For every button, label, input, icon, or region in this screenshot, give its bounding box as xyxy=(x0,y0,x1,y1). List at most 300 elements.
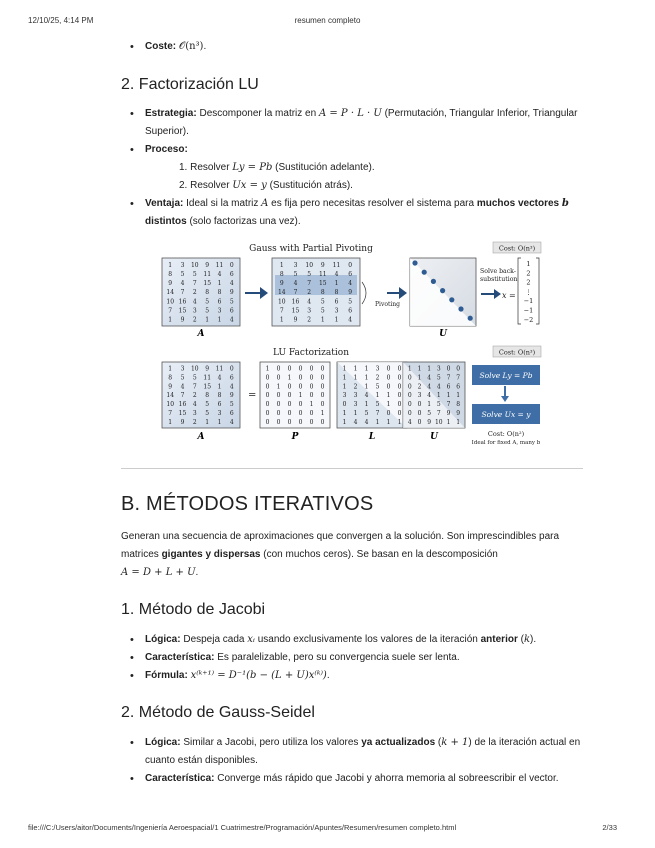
diagonal-dot xyxy=(412,260,417,265)
matrix-a-bottom-cell: 4 xyxy=(229,383,234,391)
matrix-l-cell: 1 xyxy=(375,418,380,426)
matrix-u-cell: 9 xyxy=(456,409,461,417)
document-title: resumen completo xyxy=(294,16,361,25)
matrix-a-bottom-cell: 9 xyxy=(205,365,210,373)
diagonal-dot xyxy=(422,270,427,275)
gauss-seidel-heading: 2. Método de Gauss-Seidel xyxy=(121,704,315,721)
coste-formula: 𝒪(n³) xyxy=(178,41,204,52)
matrix-pivot-cell: 4 xyxy=(293,280,298,288)
matrix-pivot-cell: 7 xyxy=(307,280,312,288)
matrix-l-cell: 3 xyxy=(375,365,380,373)
matrix-l-cell: 1 xyxy=(342,374,347,382)
matrix-a-bottom-cell: 9 xyxy=(168,383,173,391)
matrix-l-cell: 0 xyxy=(397,383,402,391)
matrix-a-top-cell: 15 xyxy=(178,307,187,315)
matrix-u-cell: 1 xyxy=(417,374,422,382)
matrix-pivot-cell: 5 xyxy=(320,298,325,306)
matrix-a-top-cell: 10 xyxy=(190,261,199,269)
matrix-label: A xyxy=(197,432,205,442)
diagonal-dot xyxy=(449,297,454,302)
matrix-a-bottom-cell: 1 xyxy=(168,365,173,373)
matrix-a-bottom-cell: 3 xyxy=(217,409,222,417)
section-divider xyxy=(121,468,583,469)
matrix-u-cell: 0 xyxy=(407,401,412,409)
matrix-a-bottom-cell: 7 xyxy=(168,409,173,417)
matrix-u-cell: 4 xyxy=(407,418,412,426)
matrix-pivot-cell: 1 xyxy=(334,280,339,288)
matrix-u-cell: 0 xyxy=(407,392,412,400)
diagonal-dot xyxy=(440,288,445,293)
matrix-l-cell: 0 xyxy=(386,365,391,373)
matrix-u-cell: 1 xyxy=(427,365,432,373)
matrix-l-cell: 5 xyxy=(375,383,380,391)
matrix-l-cell: 1 xyxy=(364,401,369,409)
matrix-pivot-cell: 6 xyxy=(334,298,339,306)
matrix-p-cell: 0 xyxy=(309,418,314,426)
matrix-a-top-cell: 0 xyxy=(229,261,234,269)
matrix-pivot-cell: 1 xyxy=(334,316,339,324)
matrix-a-top-cell: 9 xyxy=(229,289,234,297)
matrix-a-top-cell: 11 xyxy=(215,261,224,269)
matrix-pivot-cell: 2 xyxy=(307,289,312,297)
matrix-a-bottom-cell: 6 xyxy=(229,374,234,382)
matrix-u-cell: 5 xyxy=(436,401,441,409)
matrix-a-bottom-cell: 1 xyxy=(217,418,222,426)
matrix-l-cell: 1 xyxy=(386,392,391,400)
matrix-u-cell: 0 xyxy=(417,401,422,409)
matrix-a-bottom-cell: 5 xyxy=(180,374,185,382)
matrix-p-cell: 0 xyxy=(320,383,325,391)
matrix-a-top-cell: 6 xyxy=(229,307,234,315)
matrix-a-bottom-cell: 5 xyxy=(205,401,210,409)
matrix-pivot-cell: 7 xyxy=(279,307,284,315)
matrix-p-cell: 1 xyxy=(287,374,292,382)
matrix-p-cell: 0 xyxy=(298,401,303,409)
matrix-a-top-cell: 7 xyxy=(180,289,185,297)
matrix-a-bottom-cell: 9 xyxy=(180,418,185,426)
matrix-a-bottom-cell: 8 xyxy=(217,392,222,400)
matrix-p-cell: 0 xyxy=(265,383,270,391)
matrix-u-cell: 10 xyxy=(434,418,443,426)
matrix-l-cell: 1 xyxy=(342,365,347,373)
matrix-a-top-cell: 9 xyxy=(180,316,185,324)
matrix-l-cell: 5 xyxy=(364,409,369,417)
cost-note: Cost: O(n²) xyxy=(487,430,525,438)
x-vector-entry: −2 xyxy=(523,315,534,324)
matrix-pivot-cell: 1 xyxy=(279,316,284,324)
matrix-pivot-cell: 3 xyxy=(307,307,312,315)
matrix-pivot-cell: 5 xyxy=(293,270,298,278)
matrix-a-top-cell: 3 xyxy=(192,307,197,315)
matrix-l-cell: 1 xyxy=(353,409,358,417)
lu-step-2: 2. Resolver Ux = y (Sustitución atrás). xyxy=(179,180,353,191)
matrix-pivot-cell: 4 xyxy=(348,280,353,288)
page-number: 2/33 xyxy=(602,823,617,832)
matrix-pivot-cell: 9 xyxy=(293,316,298,324)
matrix-p-cell: 0 xyxy=(265,418,270,426)
matrix-p-cell: 1 xyxy=(309,401,314,409)
fig-top-title: Gauss with Partial Pivoting xyxy=(249,244,373,254)
matrix-p-cell: 0 xyxy=(265,392,270,400)
matrix-a-top-cell: 8 xyxy=(205,289,210,297)
matrix-pivot-cell: 8 xyxy=(320,289,325,297)
matrix-a-bottom-cell: 8 xyxy=(168,374,173,382)
matrix-a-bottom-cell: 6 xyxy=(229,409,234,417)
matrix-a-top-cell: 7 xyxy=(168,307,173,315)
matrix-p-cell: 0 xyxy=(265,374,270,382)
matrix-pivot-cell: 3 xyxy=(293,261,298,269)
matrix-pivot-cell: 14 xyxy=(277,289,286,297)
matrix-a-bottom-cell: 1 xyxy=(205,418,210,426)
x-label: x = xyxy=(502,291,516,300)
matrix-pivot-cell: 16 xyxy=(291,298,300,306)
matrix-pivot-cell: 8 xyxy=(334,289,339,297)
matrix-l-cell: 2 xyxy=(375,374,380,382)
jacobi-list xyxy=(121,631,583,685)
matrix-u-cell: 5 xyxy=(436,374,441,382)
ideal-note: Ideal for fixed A, many b xyxy=(471,440,541,446)
matrix-p-cell: 0 xyxy=(309,409,314,417)
x-vector-entry: 2 xyxy=(526,278,531,287)
fig-bottom-title: LU Factorization xyxy=(272,348,350,358)
matrix-a-top-cell: 8 xyxy=(168,270,173,278)
matrix-p-cell: 0 xyxy=(287,392,292,400)
matrix-a-bottom-cell: 4 xyxy=(217,374,222,382)
matrix-p-cell: 1 xyxy=(265,365,270,373)
matrix-pivot-cell: 0 xyxy=(348,261,353,269)
matrix-a-top-cell: 11 xyxy=(203,270,212,278)
matrix-p-cell: 0 xyxy=(298,418,303,426)
matrix-pivot-cell: 1 xyxy=(320,316,325,324)
x-vector-entry: −1 xyxy=(523,306,534,315)
solve-ux-label: Solve Ux = y xyxy=(481,410,531,419)
matrix-l-cell: 1 xyxy=(386,418,391,426)
print-datetime: 12/10/25, 4:14 PM xyxy=(28,16,94,25)
matrix-l-cell: 0 xyxy=(386,383,391,391)
matrix-a-bottom-cell: 10 xyxy=(190,365,199,373)
matrix-pivot-cell: 11 xyxy=(318,270,327,278)
matrix-a-top-cell: 2 xyxy=(192,316,197,324)
matrix-u-cell: 1 xyxy=(446,392,451,400)
matrix-l-cell: 1 xyxy=(342,383,347,391)
matrix-p-cell: 0 xyxy=(298,409,303,417)
jacobi-heading: 1. Método de Jacobi xyxy=(121,601,266,618)
matrix-label: U xyxy=(430,432,438,442)
iterative-heading: B. MÉTODOS ITERATIVOS xyxy=(121,493,374,515)
matrix-p-cell: 0 xyxy=(298,374,303,382)
gauss-seidel-list xyxy=(121,734,583,788)
matrix-u-cell: 3 xyxy=(417,392,422,400)
x-vector-entry: −1 xyxy=(523,297,534,306)
matrix-p-cell: 0 xyxy=(276,392,281,400)
matrix-l-cell: 4 xyxy=(364,392,369,400)
matrix-l-cell: 1 xyxy=(375,392,380,400)
matrix-l-cell: 0 xyxy=(386,374,391,382)
matrix-a-top-cell: 2 xyxy=(192,289,197,297)
matrix-u-cell: 1 xyxy=(436,392,441,400)
matrix-l-cell: 3 xyxy=(353,401,358,409)
matrix-a-bottom-cell: 1 xyxy=(217,383,222,391)
matrix-u-cell: 4 xyxy=(427,392,432,400)
matrix-p-cell: 0 xyxy=(309,383,314,391)
matrix-l-cell: 0 xyxy=(397,401,402,409)
matrix-p-cell: 0 xyxy=(320,401,325,409)
matrix-a-top-cell: 16 xyxy=(178,298,187,306)
matrix-p-cell: 0 xyxy=(320,418,325,426)
matrix-l-cell: 1 xyxy=(353,365,358,373)
matrix-u-cell: 0 xyxy=(446,365,451,373)
label-a-top: A xyxy=(197,329,205,339)
lu-list xyxy=(121,105,583,231)
matrix-label: P xyxy=(291,432,299,442)
matrix-u-cell: 5 xyxy=(427,409,432,417)
diagonal-dot xyxy=(431,279,436,284)
matrix-l-cell: 4 xyxy=(364,418,369,426)
matrix-p-cell: 0 xyxy=(309,392,314,400)
lu-heading: 2. Factorización LU xyxy=(121,76,259,93)
jacobi-logica: • Lógica: Despeja cada xᵢ usando exclusivamente los valores de la iteración anterior (k). xyxy=(121,631,583,649)
matrix-u-cell: 2 xyxy=(417,383,422,391)
matrix-p-cell: 0 xyxy=(298,383,303,391)
matrix-a-bottom-cell: 7 xyxy=(180,392,185,400)
matrix-a-top-cell: 5 xyxy=(229,298,234,306)
matrix-l-cell: 0 xyxy=(397,392,402,400)
matrix-a-top-cell: 1 xyxy=(205,316,210,324)
matrix-u-cell: 0 xyxy=(417,409,422,417)
matrix-a-top-cell: 4 xyxy=(229,316,234,324)
matrix-p-cell: 1 xyxy=(298,392,303,400)
matrix-p-cell: 1 xyxy=(320,409,325,417)
matrix-a-top-cell: 1 xyxy=(168,261,173,269)
matrix-pivot-cell: 7 xyxy=(293,289,298,297)
matrix-a-bottom-cell: 15 xyxy=(178,409,187,417)
matrix-a-bottom-cell: 15 xyxy=(203,383,212,391)
matrix-a-top-cell: 15 xyxy=(203,280,212,288)
matrix-a-top-cell: 4 xyxy=(192,298,197,306)
matrix-a-top-cell: 6 xyxy=(217,298,222,306)
matrix-l-cell: 1 xyxy=(397,418,402,426)
lu-steps xyxy=(145,159,583,195)
matrix-pivot-cell: 10 xyxy=(277,298,286,306)
matrix-a-bottom-cell: 10 xyxy=(166,401,175,409)
matrix-a-bottom-cell: 4 xyxy=(192,401,197,409)
footer-path: file:///C:/Users/aitor/Documents/Ingeniería Aeroespacial/1 Cuatrimestre/Programación/Apuntes/Resumen/resumen completo.html xyxy=(28,823,457,832)
matrix-pivot-cell: 6 xyxy=(348,307,353,315)
matrix-a-top-cell: 9 xyxy=(168,280,173,288)
lu-proceso: • Proceso: 1. Resolver Ly = Pb (Sustitución adelante). 2. Resolver Ux = y (Sustitución atrás). xyxy=(121,141,583,195)
matrix-a-bottom-cell: 14 xyxy=(166,392,175,400)
matrix-a-bottom-cell: 4 xyxy=(229,418,234,426)
matrix-u-cell: 7 xyxy=(456,374,461,382)
solve-ly-label: Solve Ly = Pb xyxy=(479,371,533,380)
iterative-intro: Generan una secuencia de aproximaciones que convergen a la solución. Son imprescindibles para matrices gigantes y dispersas (con muchos ceros). Se basan en la descomposición A = D + L + U. xyxy=(121,531,560,578)
matrix-a-top-cell: 7 xyxy=(192,280,197,288)
lu-step-1: 1. Resolver Ly = Pb (Sustitución adelante). xyxy=(179,162,375,173)
matrix-p-cell: 0 xyxy=(320,374,325,382)
matrix-a-bottom-cell: 2 xyxy=(192,392,197,400)
matrix-l-cell: 0 xyxy=(386,409,391,417)
matrix-p-cell: 0 xyxy=(287,401,292,409)
matrix-u-cell: 3 xyxy=(436,365,441,373)
matrix-pivot-cell: 4 xyxy=(348,316,353,324)
coste-item: • Coste: 𝒪(n³). xyxy=(121,38,583,56)
matrix-u-cell: 9 xyxy=(427,418,432,426)
matrix-p-cell: 0 xyxy=(320,365,325,373)
matrix-u-cell: 6 xyxy=(446,383,451,391)
matrix-a-top-cell: 5 xyxy=(180,270,185,278)
matrix-p-cell: 0 xyxy=(287,409,292,417)
matrix-a-bottom-cell: 5 xyxy=(229,401,234,409)
matrix-l-cell: 1 xyxy=(342,409,347,417)
matrix-l-cell: 2 xyxy=(353,383,358,391)
matrix-pivot-cell: 4 xyxy=(307,298,312,306)
matrix-u-cell: 0 xyxy=(407,409,412,417)
matrix-a-top-cell: 1 xyxy=(217,316,222,324)
matrix-l-cell: 1 xyxy=(386,401,391,409)
matrix-a-bottom-cell: 11 xyxy=(215,365,224,373)
coste-list xyxy=(121,38,583,56)
matrix-l-cell: 1 xyxy=(353,374,358,382)
label-u-top: U xyxy=(439,329,447,339)
gs-caracteristica: • Característica: Converge más rápido que Jacobi y ahorra memoria al sobreescribir el vector. xyxy=(121,770,583,788)
matrix-u-cell: 4 xyxy=(427,383,432,391)
matrix-pivot-cell: 9 xyxy=(320,261,325,269)
matrix-a-bottom-cell: 5 xyxy=(192,374,197,382)
matrix-pivot-cell: 2 xyxy=(307,316,312,324)
matrix-a-bottom-cell: 9 xyxy=(229,392,234,400)
matrix-u-cell: 1 xyxy=(407,365,412,373)
matrix-u-cell: 4 xyxy=(427,374,432,382)
equals-sign: = xyxy=(248,390,257,401)
matrix-pivot-cell: 6 xyxy=(348,270,353,278)
matrix-a-bottom-cell: 6 xyxy=(217,401,222,409)
matrix-l-cell: 1 xyxy=(342,418,347,426)
matrix-u-cell: 7 xyxy=(446,401,451,409)
gs-logica: • Lógica: Similar a Jacobi, pero utiliza los valores ya actualizados (k + 1) de la iteración actual en cuanto están disponibles. xyxy=(121,734,583,770)
matrix-l-cell: 1 xyxy=(364,383,369,391)
lu-figure xyxy=(121,238,583,452)
matrix-pivot-cell: 15 xyxy=(318,280,327,288)
matrix-pivot-cell: 10 xyxy=(305,261,314,269)
fig-bottom-cost: Cost: O(n³) xyxy=(498,348,536,357)
matrix-u-cell: 1 xyxy=(446,418,451,426)
matrix-a-top-cell: 5 xyxy=(205,298,210,306)
matrix-u-cell: 4 xyxy=(436,383,441,391)
matrix-p-cell: 0 xyxy=(276,418,281,426)
matrix-a-top-cell: 10 xyxy=(166,298,175,306)
matrix-a-top-cell: 14 xyxy=(166,289,175,297)
matrix-pivot-cell: 5 xyxy=(307,270,312,278)
matrix-p-cell: 0 xyxy=(287,418,292,426)
diagonal-dot xyxy=(458,306,463,311)
matrix-l-cell: 1 xyxy=(364,365,369,373)
x-vector-entry: ⋮ xyxy=(525,287,532,296)
matrix-pivot-cell: 5 xyxy=(320,307,325,315)
matrix-p-cell: 0 xyxy=(298,365,303,373)
matrix-a-bottom-cell: 2 xyxy=(192,418,197,426)
matrix-u-cell: 6 xyxy=(456,383,461,391)
matrix-a-top-cell: 4 xyxy=(180,280,185,288)
matrix-a-top-cell: 3 xyxy=(217,307,222,315)
matrix-a-bottom-cell: 3 xyxy=(192,409,197,417)
fig-top-cost: Cost: O(n³) xyxy=(498,244,536,253)
lu-estrategia: • Estrategia: Descomponer la matriz en A = P · L · U (Permutación, Triangular Inferior, Triangular Superior). xyxy=(121,105,583,141)
matrix-u-cell: 0 xyxy=(417,418,422,426)
matrix-a-bottom-cell: 3 xyxy=(180,365,185,373)
matrix-a-bottom-cell: 1 xyxy=(168,418,173,426)
diagonal-dot xyxy=(468,316,473,321)
matrix-a-bottom-cell: 4 xyxy=(180,383,185,391)
matrix-p-cell: 0 xyxy=(276,374,281,382)
matrix-a-top-cell: 1 xyxy=(168,316,173,324)
matrix-l-cell: 0 xyxy=(397,409,402,417)
matrix-u-cell: 1 xyxy=(427,401,432,409)
matrix-p-cell: 0 xyxy=(276,365,281,373)
matrix-p-cell: 0 xyxy=(276,409,281,417)
matrix-pivot-cell: 11 xyxy=(332,261,341,269)
matrix-a-bottom-cell: 5 xyxy=(205,409,210,417)
pivoting-label: Pivoting xyxy=(375,301,400,308)
matrix-p-cell: 0 xyxy=(265,409,270,417)
jacobi-formula: • Fórmula: x⁽ᵏ⁺¹⁾ = D⁻¹(b − (L + U)x⁽ᵏ⁾). xyxy=(121,667,583,685)
matrix-l-cell: 0 xyxy=(397,374,402,382)
matrix-pivot-cell: 9 xyxy=(348,289,353,297)
matrix-pivot-cell: 8 xyxy=(279,270,284,278)
matrix-p-cell: 0 xyxy=(287,365,292,373)
x-vector-entry: 2 xyxy=(526,269,531,278)
matrix-u-cell: 1 xyxy=(456,418,461,426)
matrix-u-cell: 0 xyxy=(407,374,412,382)
matrix-a-top-cell: 1 xyxy=(217,280,222,288)
matrix-u-cell: 0 xyxy=(456,365,461,373)
matrix-pivot-cell: 5 xyxy=(348,298,353,306)
matrix-a-bottom-cell: 0 xyxy=(229,365,234,373)
matrix-u-cell: 7 xyxy=(446,374,451,382)
matrix-p xyxy=(260,362,330,428)
matrix-u-cell: 1 xyxy=(417,365,422,373)
matrix-a-top-cell: 9 xyxy=(205,261,210,269)
matrix-p-cell: 0 xyxy=(287,383,292,391)
matrix-p-cell: 1 xyxy=(276,383,281,391)
jacobi-caracteristica: • Característica: Es paralelizable, pero su convergencia suele ser lenta. xyxy=(121,649,583,667)
lu-ventaja: • Ventaja: Ideal si la matriz A es fija pero necesitas resolver el sistema para muchos vectores b distintos (solo factorizas una vez). xyxy=(121,195,583,231)
matrix-a-top-cell: 4 xyxy=(229,280,234,288)
matrix-u-cell: 7 xyxy=(436,409,441,417)
matrix-l-cell: 1 xyxy=(364,374,369,382)
matrix-a-bottom-cell: 8 xyxy=(205,392,210,400)
matrix-p-cell: 0 xyxy=(320,392,325,400)
matrix-a-bottom-cell: 16 xyxy=(178,401,187,409)
pivot-highlight xyxy=(275,275,357,295)
solve-back-label: Solve back- xyxy=(480,268,516,275)
matrix-a-bottom-cell: 7 xyxy=(192,383,197,391)
matrix-pivot-cell: 3 xyxy=(334,307,339,315)
matrix-l-cell: 7 xyxy=(375,409,380,417)
matrix-a-top-cell: 6 xyxy=(229,270,234,278)
matrix-a-top-cell: 5 xyxy=(192,270,197,278)
x-vector-entry: 1 xyxy=(526,260,531,268)
matrix-a-top-cell: 3 xyxy=(180,261,185,269)
matrix-u-cell: 8 xyxy=(456,401,461,409)
matrix-a-top-cell: 4 xyxy=(217,270,222,278)
matrix-pivot-cell: 9 xyxy=(279,280,284,288)
matrix-l-cell: 3 xyxy=(342,392,347,400)
matrix-pivot-cell: 4 xyxy=(334,270,339,278)
matrix-p-cell: 0 xyxy=(276,401,281,409)
matrix-l-cell: 5 xyxy=(375,401,380,409)
matrix-p-cell: 0 xyxy=(265,401,270,409)
matrix-u-cell: 1 xyxy=(456,392,461,400)
